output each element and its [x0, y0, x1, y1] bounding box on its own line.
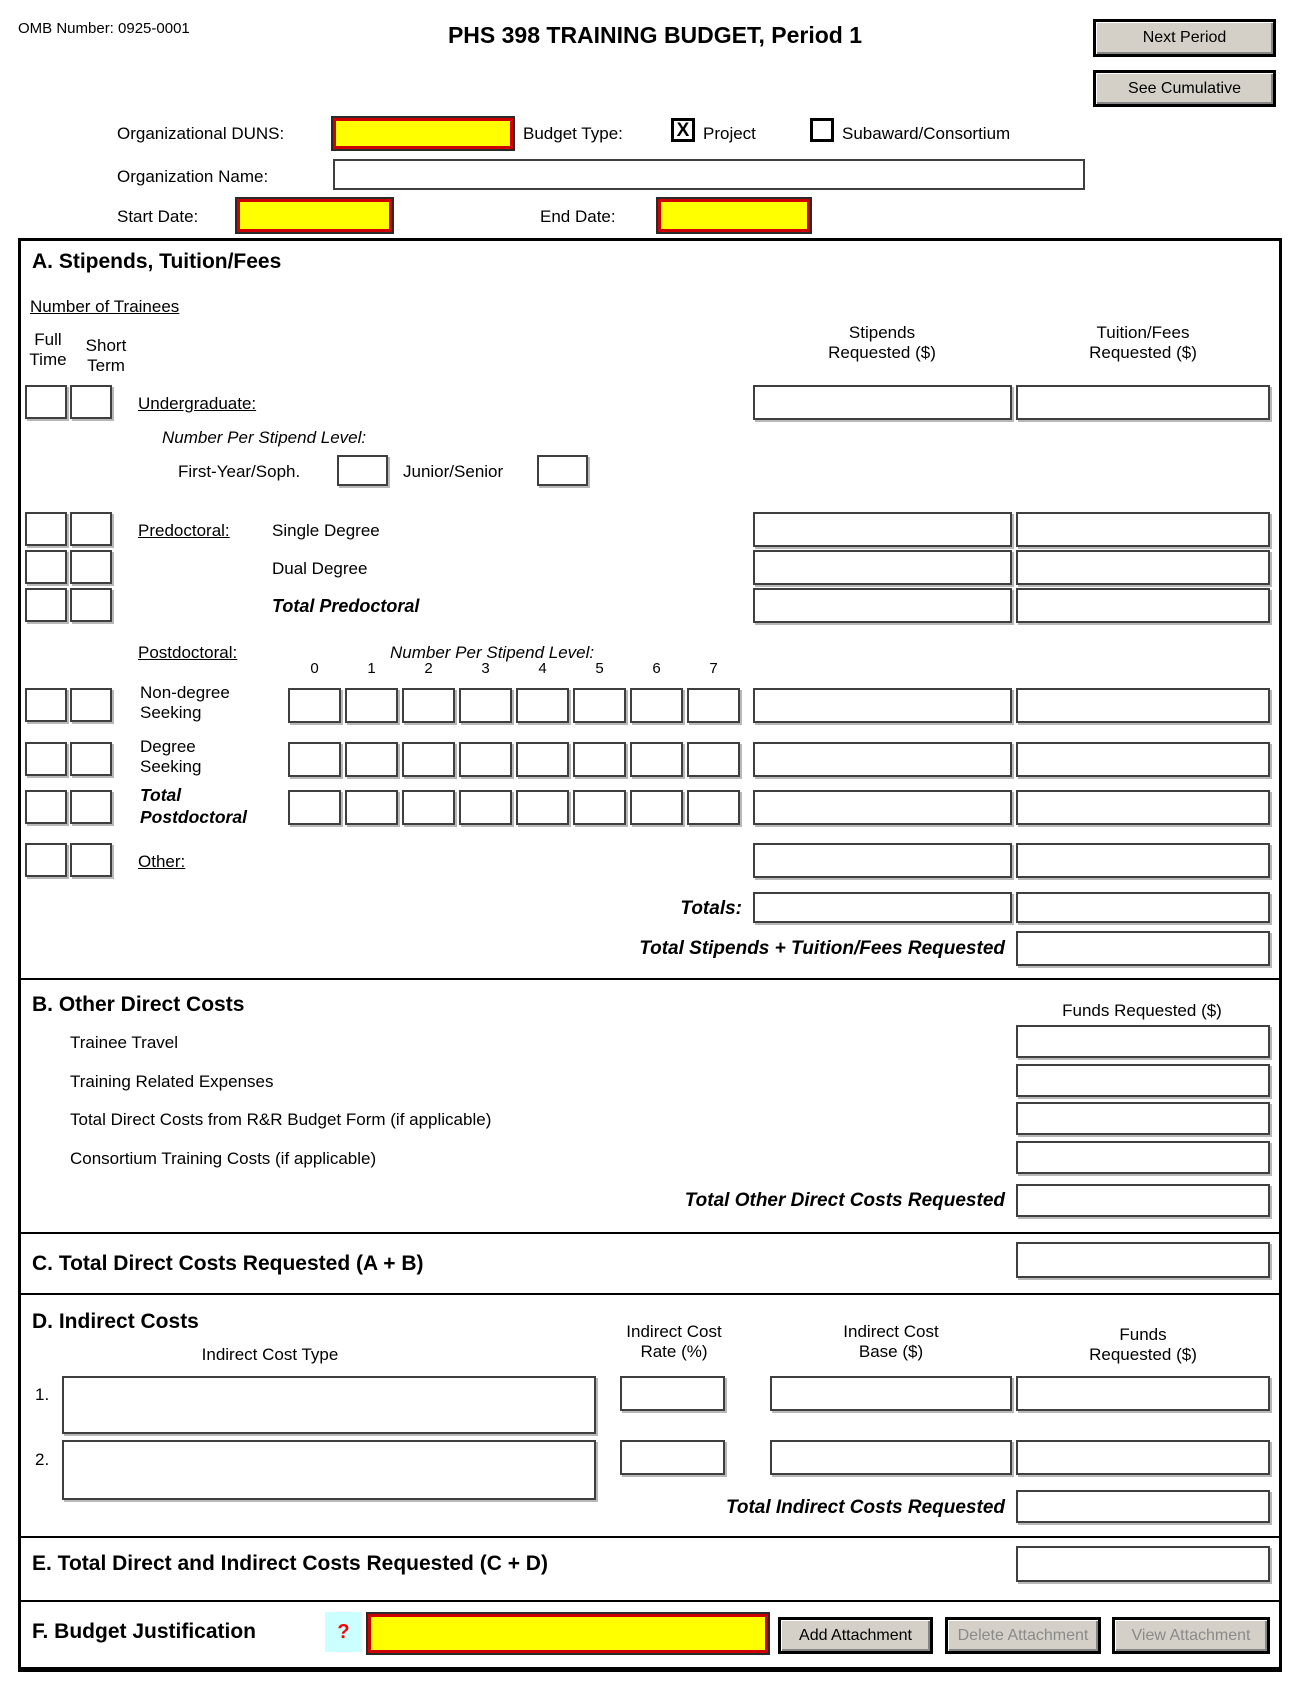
- next-period-button[interactable]: Next Period: [1093, 19, 1276, 57]
- nondeg-level0-input[interactable]: [288, 688, 341, 723]
- postdoctoral-label: Postdoctoral:: [138, 643, 238, 662]
- end-date-input[interactable]: [658, 199, 810, 232]
- add-attachment-button[interactable]: Add Attachment: [778, 1617, 933, 1654]
- other-stipends-input[interactable]: [753, 843, 1012, 878]
- postdoc-stipend-level-label: Number Per Stipend Level:: [390, 643, 595, 662]
- postdoc-total-fulltime-input[interactable]: [25, 790, 67, 824]
- total-other-direct-input[interactable]: [1016, 1184, 1270, 1217]
- indirect-cost-base-header: Indirect Cost Base ($): [843, 1322, 939, 1362]
- indirect-type1-input[interactable]: [62, 1376, 596, 1434]
- omb-number: OMB Number: 0925-0001: [18, 20, 190, 37]
- rr-budget-costs-label: Total Direct Costs from R&R Budget Form (if applicable): [70, 1110, 492, 1129]
- posttotal-level6-input[interactable]: [630, 790, 683, 825]
- org-name-input[interactable]: [333, 159, 1085, 190]
- divider-c-d: [21, 1293, 1279, 1295]
- project-label: Project: [703, 124, 756, 143]
- predoc-single-shortterm-input[interactable]: [70, 512, 112, 546]
- postdoc-deg-fulltime-input[interactable]: [25, 742, 67, 776]
- undergrad-shortterm-input[interactable]: [70, 385, 112, 419]
- posttotal-tuition-input[interactable]: [1016, 790, 1270, 825]
- indirect-rate2-input[interactable]: [620, 1440, 725, 1475]
- predoc-single-fulltime-input[interactable]: [25, 512, 67, 546]
- undergraduate-label: Undergraduate:: [138, 394, 257, 413]
- stipends-column-header: Stipends Requested ($): [828, 323, 936, 363]
- indirect-row2-number: 2.: [35, 1450, 50, 1469]
- deg-level5-input[interactable]: [573, 742, 626, 777]
- first-year-soph-label: First-Year/Soph.: [178, 462, 301, 481]
- deg-level0-input[interactable]: [288, 742, 341, 777]
- nondeg-level6-input[interactable]: [630, 688, 683, 723]
- trainee-travel-input[interactable]: [1016, 1025, 1270, 1058]
- nondeg-tuition-input[interactable]: [1016, 688, 1270, 723]
- trainee-travel-label: Trainee Travel: [70, 1033, 179, 1052]
- other-tuition-input[interactable]: [1016, 843, 1270, 878]
- posttotal-level5-input[interactable]: [573, 790, 626, 825]
- indirect-funds2-input[interactable]: [1016, 1440, 1270, 1475]
- posttotal-level7-input[interactable]: [687, 790, 740, 825]
- nondeg-level1-input[interactable]: [345, 688, 398, 723]
- postdoc-nondeg-fulltime-input[interactable]: [25, 688, 67, 722]
- tuition-column-header: Tuition/Fees Requested ($): [1089, 323, 1197, 363]
- deg-stipends-input[interactable]: [753, 742, 1012, 777]
- deg-level7-input[interactable]: [687, 742, 740, 777]
- predoc-total-stipends-input[interactable]: [753, 588, 1012, 623]
- section-f-heading: F. Budget Justification: [32, 1620, 257, 1643]
- other-label: Other:: [138, 852, 186, 871]
- single-degree-label: Single Degree: [272, 521, 380, 540]
- total-other-direct-label: Total Other Direct Costs Requested: [684, 1190, 1005, 1211]
- deg-level2-input[interactable]: [402, 742, 455, 777]
- view-attachment-button[interactable]: View Attachment: [1112, 1617, 1270, 1654]
- predoc-dual-shortterm-input[interactable]: [70, 550, 112, 584]
- indirect-type2-input[interactable]: [62, 1440, 596, 1500]
- section-c-heading: C. Total Direct Costs Requested (A + B): [32, 1252, 424, 1275]
- section-a-heading: A. Stipends, Tuition/Fees: [32, 250, 282, 273]
- org-name-label: Organization Name:: [117, 167, 269, 186]
- consortium-costs-input[interactable]: [1016, 1141, 1270, 1174]
- deg-level6-input[interactable]: [630, 742, 683, 777]
- divider-a-b: [21, 978, 1279, 980]
- dual-degree-label: Dual Degree: [272, 559, 368, 578]
- start-date-input[interactable]: [237, 199, 392, 232]
- training-expenses-label: Training Related Expenses: [70, 1072, 274, 1091]
- non-degree-label: Non-degree Seeking: [140, 683, 230, 723]
- stipend-level-6: 6: [652, 660, 661, 677]
- funds-requested-d-header: Funds Requested ($): [1089, 1325, 1197, 1365]
- indirect-funds1-input[interactable]: [1016, 1376, 1270, 1411]
- start-date-label: Start Date:: [117, 207, 199, 226]
- nondeg-level3-input[interactable]: [459, 688, 512, 723]
- duns-input[interactable]: [333, 118, 513, 149]
- divider-e-f: [21, 1600, 1279, 1602]
- funds-requested-header: Funds Requested ($): [1062, 1001, 1222, 1020]
- undergrad-tuition-input[interactable]: [1016, 385, 1270, 420]
- nondeg-level4-input[interactable]: [516, 688, 569, 723]
- full-time-column-header: Full Time: [29, 330, 67, 370]
- nondeg-stipends-input[interactable]: [753, 688, 1012, 723]
- posttotal-level2-input[interactable]: [402, 790, 455, 825]
- predoc-single-stipends-input[interactable]: [753, 512, 1012, 547]
- deg-level3-input[interactable]: [459, 742, 512, 777]
- help-icon[interactable]: ?: [325, 1612, 362, 1652]
- predoc-dual-tuition-input[interactable]: [1016, 550, 1270, 585]
- junior-senior-input[interactable]: [537, 455, 588, 486]
- totals-label: Totals:: [680, 898, 742, 919]
- stipend-level-4: 4: [538, 660, 547, 677]
- deg-level1-input[interactable]: [345, 742, 398, 777]
- junior-senior-label: Junior/Senior: [403, 462, 504, 481]
- indirect-base1-input[interactable]: [770, 1376, 1012, 1411]
- posttotal-level1-input[interactable]: [345, 790, 398, 825]
- total-indirect-label: Total Indirect Costs Requested: [725, 1497, 1005, 1518]
- nondeg-level7-input[interactable]: [687, 688, 740, 723]
- posttotal-level0-input[interactable]: [288, 790, 341, 825]
- delete-attachment-button[interactable]: Delete Attachment: [945, 1617, 1101, 1654]
- end-date-label: End Date:: [540, 207, 616, 226]
- posttotal-level4-input[interactable]: [516, 790, 569, 825]
- divider-d-e: [21, 1536, 1279, 1538]
- postdoc-total-shortterm-input[interactable]: [70, 790, 112, 824]
- posttotal-stipends-input[interactable]: [753, 790, 1012, 825]
- number-of-trainees-label: Number of Trainees: [30, 297, 180, 316]
- nondeg-level2-input[interactable]: [402, 688, 455, 723]
- stipend-level-1: 1: [367, 660, 376, 677]
- indirect-row1-number: 1.: [35, 1385, 50, 1404]
- other-fulltime-input[interactable]: [25, 843, 67, 877]
- predoc-total-fulltime-input[interactable]: [25, 588, 67, 622]
- subaward-label: Subaward/Consortium: [842, 124, 1011, 143]
- predoc-single-tuition-input[interactable]: [1016, 512, 1270, 547]
- indirect-cost-type-header: Indirect Cost Type: [201, 1345, 339, 1364]
- undergrad-stipend-level-label: Number Per Stipend Level:: [162, 428, 367, 447]
- totals-stipends-input[interactable]: [753, 892, 1012, 923]
- consortium-costs-label: Consortium Training Costs (if applicable): [70, 1149, 377, 1168]
- grand-total-label: Total Stipends + Tuition/Fees Requested: [639, 938, 1005, 959]
- section-d-heading: D. Indirect Costs: [32, 1310, 199, 1333]
- section-b-heading: B. Other Direct Costs: [32, 993, 245, 1016]
- stipend-level-5: 5: [595, 660, 604, 677]
- predoc-total-tuition-input[interactable]: [1016, 588, 1270, 623]
- grand-total-input[interactable]: [1016, 931, 1270, 966]
- section-e-heading: E. Total Direct and Indirect Costs Requested (C + D): [32, 1552, 548, 1575]
- predoc-dual-fulltime-input[interactable]: [25, 550, 67, 584]
- total-direct-costs-input[interactable]: [1016, 1242, 1270, 1278]
- indirect-base2-input[interactable]: [770, 1440, 1012, 1475]
- degree-seeking-label: Degree Seeking: [140, 737, 202, 777]
- total-direct-indirect-input[interactable]: [1016, 1546, 1270, 1582]
- stipend-level-3: 3: [481, 660, 490, 677]
- predoc-dual-stipends-input[interactable]: [753, 550, 1012, 585]
- predoctoral-label: Predoctoral:: [138, 521, 230, 540]
- budget-type-label: Budget Type:: [523, 124, 623, 143]
- postdoc-nondeg-shortterm-input[interactable]: [70, 688, 112, 722]
- deg-tuition-input[interactable]: [1016, 742, 1270, 777]
- training-expenses-input[interactable]: [1016, 1064, 1270, 1097]
- total-indirect-input[interactable]: [1016, 1490, 1270, 1523]
- predoc-total-shortterm-input[interactable]: [70, 588, 112, 622]
- totals-tuition-input[interactable]: [1016, 892, 1270, 923]
- postdoc-deg-shortterm-input[interactable]: [70, 742, 112, 776]
- budget-justification-input[interactable]: [368, 1614, 768, 1653]
- undergrad-fulltime-input[interactable]: [25, 385, 67, 419]
- other-shortterm-input[interactable]: [70, 843, 112, 877]
- stipend-level-2: 2: [424, 660, 433, 677]
- posttotal-level3-input[interactable]: [459, 790, 512, 825]
- see-cumulative-button[interactable]: See Cumulative: [1093, 70, 1276, 107]
- stipend-level-7: 7: [709, 660, 718, 677]
- indirect-rate1-input[interactable]: [620, 1376, 725, 1411]
- divider-b-c: [21, 1232, 1279, 1234]
- stipend-level-0: 0: [310, 660, 319, 677]
- indirect-cost-rate-header: Indirect Cost Rate (%): [626, 1322, 722, 1362]
- total-predoctoral-label: Total Predoctoral: [272, 596, 420, 616]
- subaward-checkbox[interactable]: [810, 118, 834, 142]
- nondeg-level5-input[interactable]: [573, 688, 626, 723]
- duns-label: Organizational DUNS:: [117, 124, 285, 143]
- undergrad-stipends-input[interactable]: [753, 385, 1012, 420]
- rr-budget-costs-input[interactable]: [1016, 1102, 1270, 1135]
- first-year-soph-input[interactable]: [337, 455, 388, 486]
- total-postdoctoral-label: Total Postdoctoral: [140, 785, 247, 827]
- project-checkbox[interactable]: X: [671, 118, 695, 142]
- short-term-column-header: Short Term: [85, 336, 127, 376]
- deg-level4-input[interactable]: [516, 742, 569, 777]
- form-title: PHS 398 TRAINING BUDGET, Period 1: [447, 22, 863, 48]
